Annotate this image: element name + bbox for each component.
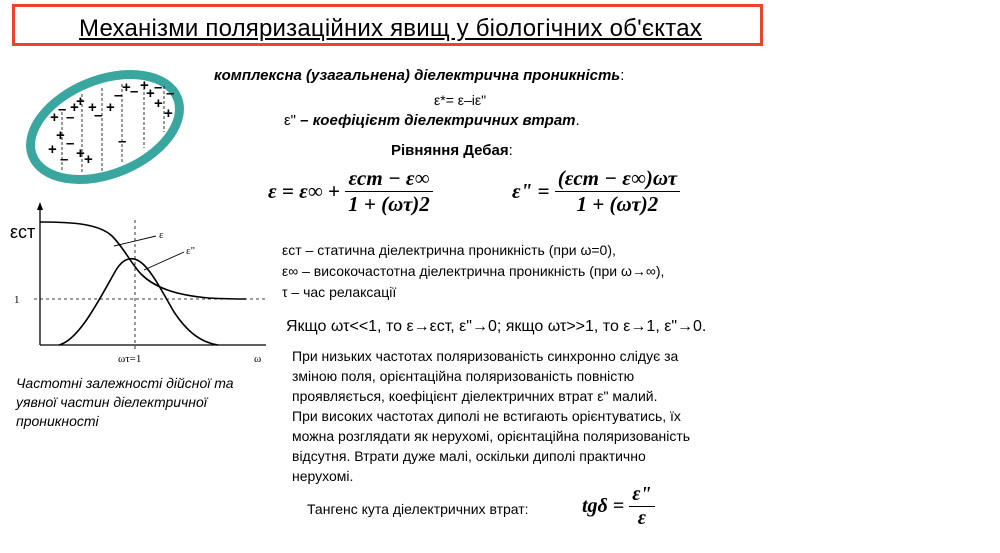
- title-frame: [12, 4, 763, 46]
- eq2-fraction: [555, 166, 680, 217]
- complex-permittivity-formula: ε*= ε–iε": [434, 92, 487, 108]
- colon: :: [620, 67, 625, 84]
- loss-coefficient-text: – коефіцієнт діелектричних втрат: [296, 112, 576, 129]
- eq2-lhs: ε" =: [512, 179, 550, 203]
- loss-symbol: ε": [284, 112, 297, 129]
- negative-charge: –: [166, 85, 175, 102]
- real-part-curve: [40, 222, 246, 299]
- tangent-denominator: ε: [637, 507, 646, 529]
- negative-charge: –: [118, 133, 127, 150]
- eq2-numerator: (εcm − ε∞)ωτ: [555, 166, 680, 192]
- positive-charge: +: [164, 105, 173, 122]
- caption-line: Частотні залежності дійсної та: [16, 375, 234, 391]
- positive-charge: +: [70, 99, 79, 116]
- negative-charge: –: [154, 79, 163, 96]
- tangent-numerator: ε": [629, 483, 654, 507]
- positive-charge: +: [106, 99, 115, 116]
- negative-charge: –: [66, 135, 75, 152]
- negative-charge: –: [130, 83, 139, 100]
- real-curve-label: ε: [159, 229, 164, 241]
- positive-charge: +: [122, 79, 131, 96]
- positive-charge: +: [48, 141, 57, 158]
- period: .: [575, 112, 580, 129]
- limit-conditions: Якщо ωτ<<1, то ε→εст, ε"→0; якщо ωτ>>1, то ε→1, ε"→0.: [286, 318, 707, 335]
- frequency-dependence-graph: [4, 200, 276, 368]
- loss-coefficient-line: [284, 112, 580, 129]
- negative-charge: –: [94, 107, 103, 124]
- paragraph-line: зміною поля, орієнтаційна поляризованість повністю: [292, 368, 635, 384]
- debye-equation-imag: [512, 166, 680, 217]
- y-axis-label: εст: [10, 222, 36, 242]
- cell-illustration: [14, 62, 196, 192]
- positive-charge: +: [76, 145, 85, 162]
- debye-heading-text: Рівняння Дебая: [391, 142, 509, 159]
- paragraph-line: можна розглядати як нерухомі, орієнтаційна поляризованість: [292, 428, 691, 444]
- positive-charge: +: [88, 99, 97, 116]
- debye-colon: :: [508, 142, 513, 159]
- y-axis-arrow: [37, 202, 43, 210]
- x-tick-label: ωτ=1: [118, 353, 142, 365]
- positive-charge: +: [146, 85, 155, 102]
- eq1-numerator: εcm − ε∞: [345, 166, 433, 192]
- y-tick-label: 1: [14, 294, 20, 306]
- negative-charge: –: [58, 101, 67, 118]
- explanation-text: [292, 346, 690, 486]
- definition-static: εст – статична діелектрична проникність (при ω=0),: [282, 242, 616, 258]
- eq1-fraction: [345, 166, 433, 217]
- paragraph-line: нерухомі.: [292, 468, 354, 484]
- definitions-list: [282, 240, 664, 303]
- tangent-fraction: [629, 483, 654, 530]
- eq1-lhs: ε = ε∞ +: [268, 179, 340, 203]
- definition-high-frequency: ε∞ – високочастотна діелектрична проникність (при ω→∞),: [282, 263, 665, 279]
- x-axis-label: ω: [254, 353, 262, 365]
- positive-charge: +: [50, 109, 59, 126]
- tangent-label: Тангенс кута діелектричних втрат:: [307, 501, 529, 517]
- eq1-denominator: 1 + (ωτ)2: [348, 192, 430, 216]
- imag-curve-pointer: [144, 252, 184, 270]
- negative-charge: –: [66, 109, 75, 126]
- positive-charge: +: [84, 151, 93, 168]
- caption-line: уявної частин діелектричної: [16, 394, 207, 410]
- imag-curve-label: ε": [186, 245, 196, 257]
- negative-charge: –: [60, 151, 69, 168]
- positive-charge: +: [56, 127, 65, 144]
- negative-charge: –: [114, 87, 123, 104]
- caption-line: проникності: [16, 413, 99, 429]
- tangent-lhs: tgδ =: [582, 495, 625, 517]
- page-title: Механізми поляризаційних явищ у біологічних об'єктах: [79, 15, 702, 42]
- eq2-denominator: 1 + (ωτ)2: [576, 192, 659, 216]
- graph-caption: [16, 374, 234, 431]
- debye-equation-real: [268, 166, 433, 217]
- complex-permittivity-line: [214, 67, 624, 84]
- paragraph-line: При високих частотах диполі не встигають орієнтуватись, їх: [292, 408, 681, 424]
- complex-permittivity-text: комплексна (узагальнена) діелектрична проникність: [214, 67, 621, 84]
- paragraph-line: проявляється, коефіцієнт діелектричних втрат ε" малий.: [292, 388, 658, 404]
- definition-relaxation-time: τ – час релаксації: [282, 284, 397, 300]
- tangent-formula: [582, 483, 655, 530]
- cell-membrane: [15, 62, 195, 192]
- paragraph-line: При низьких частотах поляризованість синхронно слідує за: [292, 348, 679, 364]
- paragraph-line: відсутня. Втрати дуже малі, оскільки диполі практично: [292, 448, 646, 464]
- positive-charge: +: [76, 93, 85, 110]
- positive-charge: +: [140, 77, 149, 94]
- debye-heading: [391, 142, 513, 159]
- positive-charge: +: [154, 95, 163, 112]
